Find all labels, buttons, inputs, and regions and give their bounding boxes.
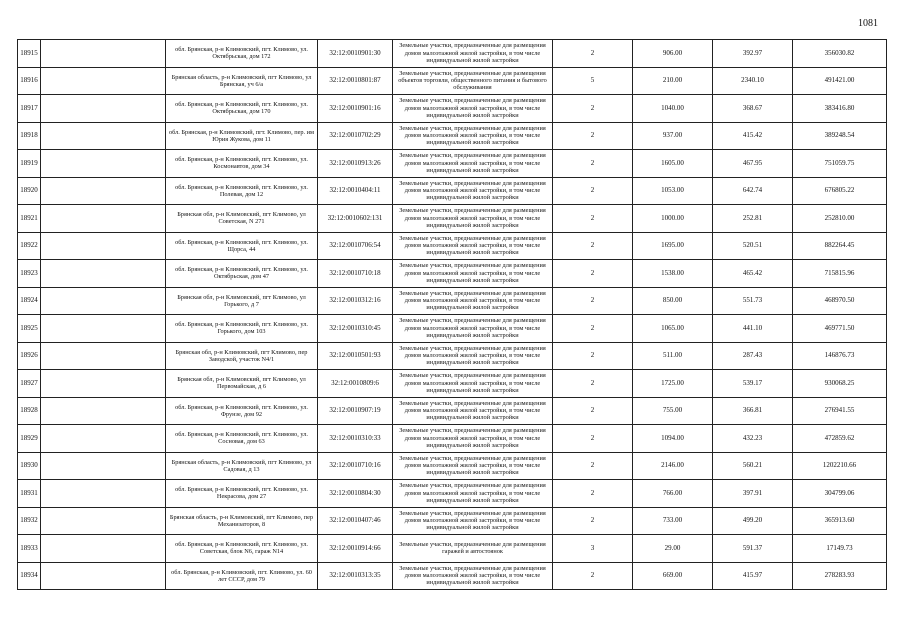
cell-address: обл. Брянская, р-н Климовский, пгт. Климово, ул. 60 лет СССР, дом 79 xyxy=(166,562,318,590)
cell-cadastral-number: 32:12:0010710:16 xyxy=(318,452,393,480)
cell-address: обл. Брянская, р-н Климовский, пгт. Климово, пер. им Юрия Жукова, дом 11 xyxy=(166,122,318,150)
table-row xyxy=(18,370,887,398)
cell-blank xyxy=(41,315,166,343)
cell-specific-value: 520.51 xyxy=(713,232,793,260)
cell-record-id: 18923 xyxy=(18,260,41,288)
cell-group: 2 xyxy=(553,287,633,315)
cell-cadastral-number: 32:12:0010901:30 xyxy=(318,40,393,68)
cell-record-id: 18921 xyxy=(18,205,41,233)
table-row xyxy=(18,425,887,453)
cell-cadastral-value: 365913.60 xyxy=(793,507,887,535)
cell-cadastral-number: 32:12:0010404:11 xyxy=(318,177,393,205)
cell-cadastral-value: 468970.50 xyxy=(793,287,887,315)
table-row xyxy=(18,535,887,563)
table-row xyxy=(18,150,887,178)
cell-cadastral-number: 32:12:0010310:45 xyxy=(318,315,393,343)
cell-blank xyxy=(41,452,166,480)
cell-area: 1695.00 xyxy=(633,232,713,260)
cell-specific-value: 642.74 xyxy=(713,177,793,205)
cell-land-purpose: Земельные участки, предназначенные для размещения домов малоэтажной жилой застройки, в том числе индивидуальной жилой застройки xyxy=(393,397,553,425)
cell-blank xyxy=(41,507,166,535)
cell-land-purpose: Земельные участки, предназначенные для размещения домов малоэтажной жилой застройки, в том числе индивидуальной жилой застройки xyxy=(393,232,553,260)
cell-area: 906.00 xyxy=(633,40,713,68)
cell-record-id: 18924 xyxy=(18,287,41,315)
cell-area: 2146.00 xyxy=(633,452,713,480)
cell-cadastral-value: 491421.00 xyxy=(793,67,887,95)
table-row xyxy=(18,95,887,123)
cell-record-id: 18933 xyxy=(18,535,41,563)
cell-record-id: 18920 xyxy=(18,177,41,205)
cell-blank xyxy=(41,535,166,563)
cell-area: 1725.00 xyxy=(633,370,713,398)
cell-record-id: 18916 xyxy=(18,67,41,95)
cell-cadastral-number: 32:12:0010804:30 xyxy=(318,480,393,508)
cell-group: 2 xyxy=(553,562,633,590)
cell-address: Брянская область, р-н Климовский, пгт Климово, ул Брянская, уч 6/а xyxy=(166,67,318,95)
cell-cadastral-number: 32:12:0010907:19 xyxy=(318,397,393,425)
cell-group: 2 xyxy=(553,40,633,68)
cell-area: 766.00 xyxy=(633,480,713,508)
cell-cadastral-number: 32:12:0010702:29 xyxy=(318,122,393,150)
cell-cadastral-number: 32:12:0010914:66 xyxy=(318,535,393,563)
cell-record-id: 18931 xyxy=(18,480,41,508)
cell-cadastral-value: 469771.50 xyxy=(793,315,887,343)
cell-group: 2 xyxy=(553,260,633,288)
cell-land-purpose: Земельные участки, предназначенные для размещения домов малоэтажной жилой застройки, в том числе индивидуальной жилой застройки xyxy=(393,260,553,288)
cell-area: 1094.00 xyxy=(633,425,713,453)
cell-cadastral-value: 383416.80 xyxy=(793,95,887,123)
table-row xyxy=(18,480,887,508)
cell-area: 29.00 xyxy=(633,535,713,563)
cell-specific-value: 432.23 xyxy=(713,425,793,453)
cell-land-purpose: Земельные участки, предназначенные для размещения объектов торговли, общественного питания и бытового обслуживания xyxy=(393,67,553,95)
cell-land-purpose: Земельные участки, предназначенные для размещения домов малоэтажной жилой застройки, в том числе индивидуальной жилой застройки xyxy=(393,95,553,123)
cell-address: обл. Брянская, р-н Климовский, пгт. Климово, ул. Полевая, дом 12 xyxy=(166,177,318,205)
table-row xyxy=(18,397,887,425)
cell-area: 937.00 xyxy=(633,122,713,150)
table-row xyxy=(18,342,887,370)
cell-land-purpose: Земельные участки, предназначенные для размещения домов малоэтажной жилой застройки, в том числе индивидуальной жилой застройки xyxy=(393,480,553,508)
cell-address: обл. Брянская, р-н Климовский, пгт. Климово, ул. Некрасова, дом 27 xyxy=(166,480,318,508)
cell-blank xyxy=(41,232,166,260)
cell-group: 3 xyxy=(553,535,633,563)
cell-record-id: 18929 xyxy=(18,425,41,453)
cell-specific-value: 591.37 xyxy=(713,535,793,563)
cell-specific-value: 441.10 xyxy=(713,315,793,343)
table-row xyxy=(18,67,887,95)
cell-blank xyxy=(41,67,166,95)
table-row xyxy=(18,315,887,343)
cell-group: 2 xyxy=(553,122,633,150)
cell-area: 1053.00 xyxy=(633,177,713,205)
cell-cadastral-number: 32:12:0010602:131 xyxy=(318,205,393,233)
table-row xyxy=(18,507,887,535)
cell-cadastral-value: 17149.73 xyxy=(793,535,887,563)
cell-address: обл. Брянская, р-н Климовский, пгт. Климово, ул. Октябрьская, дом 172 xyxy=(166,40,318,68)
cell-group: 2 xyxy=(553,342,633,370)
cell-blank xyxy=(41,425,166,453)
table-body xyxy=(18,40,887,590)
cell-group: 2 xyxy=(553,177,633,205)
cell-record-id: 18917 xyxy=(18,95,41,123)
cell-group: 2 xyxy=(553,150,633,178)
cell-land-purpose: Земельные участки, предназначенные для размещения гаражей и автостоянок xyxy=(393,535,553,563)
cell-blank xyxy=(41,480,166,508)
cell-land-purpose: Земельные участки, предназначенные для размещения домов малоэтажной жилой застройки, в том числе индивидуальной жилой застройки xyxy=(393,177,553,205)
page-number: 1081 xyxy=(858,18,878,29)
cell-land-purpose: Земельные участки, предназначенные для размещения домов малоэтажной жилой застройки, в том числе индивидуальной жилой застройки xyxy=(393,122,553,150)
cell-specific-value: 499.20 xyxy=(713,507,793,535)
cell-cadastral-number: 32:12:0010901:16 xyxy=(318,95,393,123)
cell-record-id: 18927 xyxy=(18,370,41,398)
cell-cadastral-value: 304799.06 xyxy=(793,480,887,508)
cell-specific-value: 287.43 xyxy=(713,342,793,370)
cell-group: 2 xyxy=(553,205,633,233)
cell-cadastral-value: 278283.93 xyxy=(793,562,887,590)
cell-address: обл. Брянская, р-н Климовский, пгт. Климово, ул. Октябрьская, дом 170 xyxy=(166,95,318,123)
cell-cadastral-value: 882264.45 xyxy=(793,232,887,260)
cell-specific-value: 368.67 xyxy=(713,95,793,123)
cell-record-id: 18932 xyxy=(18,507,41,535)
cell-specific-value: 2340.10 xyxy=(713,67,793,95)
table-row xyxy=(18,287,887,315)
cell-specific-value: 539.17 xyxy=(713,370,793,398)
cell-group: 2 xyxy=(553,397,633,425)
cell-cadastral-number: 32:12:0010710:18 xyxy=(318,260,393,288)
cell-area: 755.00 xyxy=(633,397,713,425)
cell-specific-value: 415.42 xyxy=(713,122,793,150)
cell-record-id: 18934 xyxy=(18,562,41,590)
cell-cadastral-number: 32:12:0010407:46 xyxy=(318,507,393,535)
cell-blank xyxy=(41,342,166,370)
cell-group: 2 xyxy=(553,480,633,508)
cell-cadastral-number: 32:12:0010313:35 xyxy=(318,562,393,590)
cell-land-purpose: Земельные участки, предназначенные для размещения домов малоэтажной жилой застройки, в том числе индивидуальной жилой застройки xyxy=(393,452,553,480)
cell-cadastral-number: 32:12:0010310:33 xyxy=(318,425,393,453)
table-row xyxy=(18,177,887,205)
cell-record-id: 18919 xyxy=(18,150,41,178)
cell-cadastral-value: 715815.96 xyxy=(793,260,887,288)
cell-blank xyxy=(41,95,166,123)
cell-record-id: 18926 xyxy=(18,342,41,370)
table-row xyxy=(18,205,887,233)
cell-cadastral-value: 146876.73 xyxy=(793,342,887,370)
table-row xyxy=(18,40,887,68)
cell-record-id: 18918 xyxy=(18,122,41,150)
cell-address: обл. Брянская, р-н Климовский, пгт. Климово, ул. Фрунзе, дом 92 xyxy=(166,397,318,425)
cell-area: 1538.00 xyxy=(633,260,713,288)
cell-specific-value: 551.73 xyxy=(713,287,793,315)
cell-blank xyxy=(41,177,166,205)
cell-cadastral-value: 930068.25 xyxy=(793,370,887,398)
cell-cadastral-number: 32:12:0010801:87 xyxy=(318,67,393,95)
cell-address: обл. Брянская, р-н Климовский, пгт. Климово, ул. Щорса, 44 xyxy=(166,232,318,260)
cell-specific-value: 366.81 xyxy=(713,397,793,425)
cell-record-id: 18928 xyxy=(18,397,41,425)
cell-group: 2 xyxy=(553,452,633,480)
cell-group: 5 xyxy=(553,67,633,95)
cell-address: Брянская обл, р-н Климовский, пгт Климово, ул Первомайская, д 6 xyxy=(166,370,318,398)
cell-address: обл. Брянская, р-н Климовский, пгт. Климово, ул. Советская, блок N6, гараж N14 xyxy=(166,535,318,563)
table-row xyxy=(18,562,887,590)
cell-blank xyxy=(41,122,166,150)
cell-cadastral-value: 676805.22 xyxy=(793,177,887,205)
cell-address: обл. Брянская, р-н Климовский, пгт. Климово, ул. Космонавтов, дом 34 xyxy=(166,150,318,178)
cell-cadastral-value: 356030.82 xyxy=(793,40,887,68)
cell-area: 511.00 xyxy=(633,342,713,370)
land-registry-table xyxy=(17,39,887,590)
cell-cadastral-value: 276941.55 xyxy=(793,397,887,425)
cell-area: 669.00 xyxy=(633,562,713,590)
cell-address: обл. Брянская, р-н Климовский, пгт. Климово, ул. Октябрьская, дом 47 xyxy=(166,260,318,288)
cell-specific-value: 560.21 xyxy=(713,452,793,480)
cell-area: 1065.00 xyxy=(633,315,713,343)
cell-group: 2 xyxy=(553,370,633,398)
table-row xyxy=(18,452,887,480)
cell-group: 2 xyxy=(553,315,633,343)
cell-cadastral-value: 751059.75 xyxy=(793,150,887,178)
cell-specific-value: 392.97 xyxy=(713,40,793,68)
cell-address: Брянская обл, р-н Климовский, пгт Климово, пер Заводской, участок N4/1 xyxy=(166,342,318,370)
cell-address: Брянская обл, р-н Климовский, пгт Климово, ул Горького, д 7 xyxy=(166,287,318,315)
cell-record-id: 18915 xyxy=(18,40,41,68)
cell-group: 2 xyxy=(553,95,633,123)
cell-cadastral-number: 32:12:0010706:54 xyxy=(318,232,393,260)
cell-blank xyxy=(41,205,166,233)
cell-cadastral-number: 32:12:0010312:16 xyxy=(318,287,393,315)
cell-cadastral-number: 32:12:0010501:93 xyxy=(318,342,393,370)
cell-area: 210.00 xyxy=(633,67,713,95)
cell-land-purpose: Земельные участки, предназначенные для размещения домов малоэтажной жилой застройки, в том числе индивидуальной жилой застройки xyxy=(393,425,553,453)
table-row xyxy=(18,260,887,288)
cell-address: обл. Брянская, р-н Климовский, пгт. Климово, ул. Горького, дом 103 xyxy=(166,315,318,343)
cell-cadastral-value: 472859.62 xyxy=(793,425,887,453)
cell-cadastral-value: 252810.00 xyxy=(793,205,887,233)
cell-specific-value: 467.95 xyxy=(713,150,793,178)
table-row xyxy=(18,232,887,260)
cell-cadastral-number: 32:12:0010913:26 xyxy=(318,150,393,178)
cell-specific-value: 465.42 xyxy=(713,260,793,288)
cell-area: 1000.00 xyxy=(633,205,713,233)
cell-area: 1605.00 xyxy=(633,150,713,178)
cell-record-id: 18922 xyxy=(18,232,41,260)
cell-record-id: 18925 xyxy=(18,315,41,343)
table-row xyxy=(18,122,887,150)
cell-blank xyxy=(41,370,166,398)
cell-land-purpose: Земельные участки, предназначенные для размещения домов малоэтажной жилой застройки, в том числе индивидуальной жилой застройки xyxy=(393,40,553,68)
cell-land-purpose: Земельные участки, предназначенные для размещения домов малоэтажной жилой застройки, в том числе индивидуальной жилой застройки xyxy=(393,205,553,233)
cell-address: Брянская область, р-н Климовский, пгт Климово, ул Садовая, д 13 xyxy=(166,452,318,480)
cell-blank xyxy=(41,260,166,288)
cell-specific-value: 397.91 xyxy=(713,480,793,508)
cell-cadastral-value: 1202210.66 xyxy=(793,452,887,480)
cell-group: 2 xyxy=(553,507,633,535)
cell-area: 1040.00 xyxy=(633,95,713,123)
cell-blank xyxy=(41,397,166,425)
cell-blank xyxy=(41,562,166,590)
cell-record-id: 18930 xyxy=(18,452,41,480)
cell-land-purpose: Земельные участки, предназначенные для размещения домов малоэтажной жилой застройки, в том числе индивидуальной жилой застройки xyxy=(393,287,553,315)
cell-blank xyxy=(41,150,166,178)
cell-group: 2 xyxy=(553,425,633,453)
cell-blank xyxy=(41,287,166,315)
cell-cadastral-number: 32:12:0010809:6 xyxy=(318,370,393,398)
cell-land-purpose: Земельные участки, предназначенные для размещения домов малоэтажной жилой застройки, в том числе индивидуальной жилой застройки xyxy=(393,315,553,343)
cell-blank xyxy=(41,40,166,68)
cell-land-purpose: Земельные участки, предназначенные для размещения домов малоэтажной жилой застройки, в том числе индивидуальной жилой застройки xyxy=(393,342,553,370)
cell-specific-value: 415.97 xyxy=(713,562,793,590)
cell-land-purpose: Земельные участки, предназначенные для размещения домов малоэтажной жилой застройки, в том числе индивидуальной жилой застройки xyxy=(393,507,553,535)
cell-address: обл. Брянская, р-н Климовский, пгт. Климово, ул. Сосновая, дом 63 xyxy=(166,425,318,453)
cell-specific-value: 252.81 xyxy=(713,205,793,233)
cell-land-purpose: Земельные участки, предназначенные для размещения домов малоэтажной жилой застройки, в том числе индивидуальной жилой застройки xyxy=(393,562,553,590)
cell-group: 2 xyxy=(553,232,633,260)
cell-address: Брянская обл, р-н Климовский, пгт Климово, ул Советская, N 271 xyxy=(166,205,318,233)
cell-address: Брянская область, р-н Климовский, пгт Климово, пер Механизаторов, 8 xyxy=(166,507,318,535)
cell-cadastral-value: 389248.54 xyxy=(793,122,887,150)
cell-land-purpose: Земельные участки, предназначенные для размещения домов малоэтажной жилой застройки, в том числе индивидуальной жилой застройки xyxy=(393,370,553,398)
cell-area: 850.00 xyxy=(633,287,713,315)
cell-area: 733.00 xyxy=(633,507,713,535)
cell-land-purpose: Земельные участки, предназначенные для размещения домов малоэтажной жилой застройки, в том числе индивидуальной жилой застройки xyxy=(393,150,553,178)
